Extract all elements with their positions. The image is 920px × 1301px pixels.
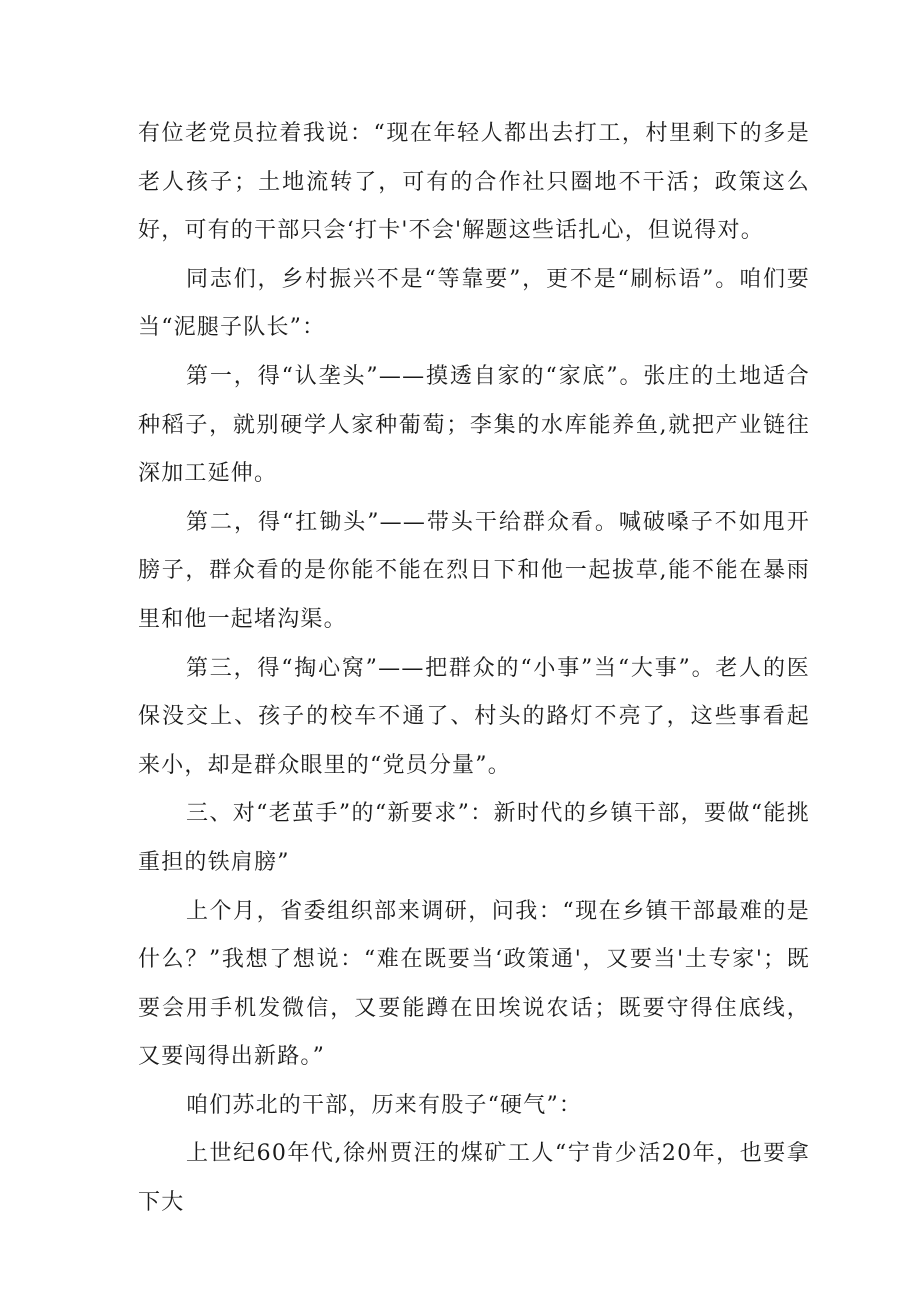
paragraph-8: 咱们苏北的干部，历来有股子“硬气”： (186, 1092, 583, 1118)
paragraph-9: 上世纪60年代,徐州贾汪的煤矿工人“宁肯少活20年，也要拿下大 (138, 1141, 810, 1216)
section-heading-3: 三、对“老茧手”的“新要求”：新时代的乡镇干部，要做“能挑重担的铁肩膀” (138, 801, 810, 875)
paragraph-3: 第一，得“认垄头”——摸透自家的“家底”。张庄的土地适合种稻子，就别硬学人家种葡萄；李集的水库能养鱼,就把产业链往深加工延伸。 (138, 363, 810, 487)
paragraph-1: 有位老党员拉着我说：“现在年轻人都出去打工，村里剩下的多是老人孩子；土地流转了，可有的合作社只圈地不干活；政策这么好，可有的干部只会‘打卡'不会'解题这些话扎心，但说得对。 (138, 121, 810, 244)
paragraph-5: 第三，得“掏心窝”——把群众的“小事”当“大事”。老人的医保没交上、孩子的校车不通了、村头的路灯不亮了，这些事看起来小，却是群众眼里的“党员分量”。 (138, 655, 810, 778)
paragraph-4: 第二，得“扛锄头”——带头干给群众看。喊破嗓子不如甩开膀子，群众看的是你能不能在烈日下和他一起拔草,能不能在暴雨里和他一起堵沟渠。 (138, 509, 810, 632)
paragraph-2: 同志们，乡村振兴不是“等靠要”，更不是“刷标语”。咱们要当“泥腿子队长”： (138, 266, 810, 341)
document-body (138, 110, 810, 1228)
paragraph-7: 上个月，省委组织部来调研，问我：“现在乡镇干部最难的是什么？”我想了想说：“难在既要当‘政策通'，又要当'土专家'；既要会用手机发微信，又要能蹲在田埃说农话；既要守得住底线，又要闯得出新路。” (138, 898, 810, 1070)
